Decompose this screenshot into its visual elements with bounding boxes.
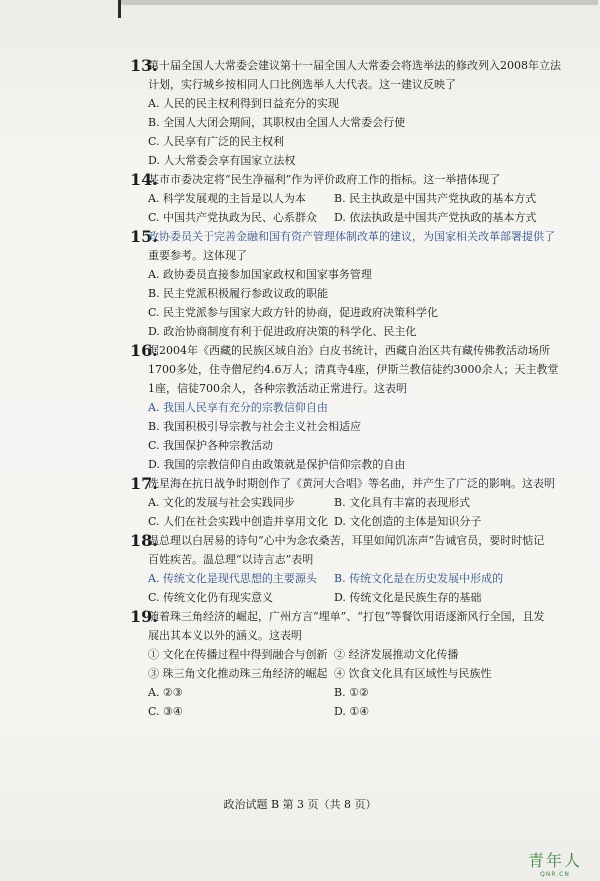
option-d: D. 政治协商制度有利于促进政府决策的科学化、民主化	[148, 325, 417, 338]
watermark-text: 青年人	[527, 851, 582, 870]
option-d: D. 我国的宗教信仰自由政策就是保护信仰宗教的自由	[148, 458, 406, 471]
question-number: 15.	[130, 227, 158, 246]
question-number: 16.	[130, 341, 158, 360]
page-top-edge	[118, 0, 598, 5]
question-stem-line: 计划，实行城乡按相同人口比例选举人大代表。这一建议反映了	[148, 78, 456, 91]
question-stem-line: 1700多处，住寺僧尼约4.6万人；清真寺4座，伊斯兰教信徒约3000余人；天主教堂	[148, 363, 559, 376]
option-b: B. 文化具有丰富的表现形式	[334, 496, 471, 509]
option-c: C. 中国共产党执政为民、心系群众	[148, 211, 318, 224]
page-corner-mark	[118, 0, 121, 18]
option-d: D. 人大常委会享有国家立法权	[148, 154, 296, 167]
option-b: B. 传统文化是在历史发展中形成的	[334, 572, 504, 585]
question-stem-line: 某市市委决定将“民生净福利”作为评价政府工作的指标。这一举措体现了	[148, 173, 501, 186]
question-19	[130, 607, 560, 721]
watermark-domain: QNR.CN	[540, 871, 570, 878]
question-number: 17.	[130, 474, 158, 493]
option-c: C. ③④	[148, 705, 183, 718]
question-stem-line: 温总理以白居易的诗句“心中为念农桑苦，耳里如闻饥冻声”告诫官员，要时时惦记	[148, 534, 545, 547]
question-13	[130, 56, 560, 170]
option-a: A. 人民的民主权利得到日益充分的实现	[148, 97, 339, 110]
question-stem-line: 冼星海在抗日战争时期创作了《黄河大合唱》等名曲，并产生了广泛的影响。这表明	[148, 477, 555, 490]
statement-2: ② 经济发展推动文化传播	[334, 648, 459, 661]
statement-3: ③ 珠三角文化推动珠三角经济的崛起	[148, 667, 328, 680]
option-b: B. ①②	[334, 686, 369, 699]
option-a: A. ②③	[148, 686, 183, 699]
question-stem-line: 百姓疾苦。温总理“以诗言志”表明	[148, 553, 314, 566]
option-c: C. 民主党派参与国家大政方针的协商，促进政府决策科学化	[148, 306, 439, 319]
option-b: B. 民主党派积极履行参政议政的职能	[148, 287, 329, 300]
question-list	[130, 56, 560, 721]
option-b: B. 民主执政是中国共产党执政的基本方式	[334, 192, 537, 205]
option-b: B. 我国积极引导宗教与社会主义社会相适应	[148, 420, 362, 433]
option-c: C. 人们在社会实践中创造并享用文化	[148, 515, 329, 528]
question-16	[130, 341, 560, 474]
question-stem-line: 重要参考。这体现了	[148, 249, 247, 262]
question-14	[130, 170, 560, 227]
question-number: 14.	[130, 170, 158, 189]
option-d: D. 文化创造的主体是知识分子	[334, 515, 482, 528]
question-stem-line: 政协委员关于完善金融和国有资产管理体制改革的建议，为国家相关改革部署提供了	[148, 230, 555, 243]
question-number: 13.	[130, 56, 158, 75]
option-b: B. 全国人大闭会期间，其职权由全国人大常委会行使	[148, 116, 406, 129]
option-a: A. 科学发展观的主旨是以人为本	[148, 192, 306, 205]
statement-1: ① 文化在传播过程中得到融合与创新	[148, 648, 328, 661]
option-d: D. ①④	[334, 705, 370, 718]
question-17	[130, 474, 560, 531]
question-stem-line: 1座，信徒700余人，各种宗教活动正常进行。这表明	[148, 382, 407, 395]
option-c: C. 传统文化仍有现实意义	[148, 591, 274, 604]
option-c: C. 人民享有广泛的民主权利	[148, 135, 285, 148]
page-footer: 政治试题 B 第 3 页（共 8 页）	[223, 798, 377, 811]
question-stem-line: 据2004年《西藏的民族区域自治》白皮书统计，西藏自治区共有藏传佛教活动场所	[148, 344, 550, 357]
site-watermark	[528, 848, 582, 878]
question-stem-line: 随着珠三角经济的崛起，广州方言“埋单”、“打包”等餐饮用语逐渐风行全国，且发	[148, 610, 545, 623]
question-15	[130, 227, 560, 341]
question-number: 19.	[130, 607, 158, 626]
option-c: C. 我国保护各种宗教活动	[148, 439, 274, 452]
option-a: A. 政协委员直接参加国家政权和国家事务管理	[148, 268, 372, 281]
question-18	[130, 531, 560, 607]
option-d: D. 传统文化是民族生存的基础	[334, 591, 482, 604]
option-a: A. 我国人民享有充分的宗教信仰自由	[148, 401, 328, 414]
option-d: D. 依法执政是中国共产党执政的基本方式	[334, 211, 537, 224]
option-a: A. 文化的发展与社会实践同步	[148, 496, 295, 509]
question-stem-line: 第十届全国人大常委会建议第十一届全国人大常委会将选举法的修改列入2008年立法	[148, 59, 561, 72]
option-a: A. 传统文化是现代思想的主要源头	[148, 572, 317, 585]
question-number: 18.	[130, 531, 158, 550]
question-stem-line: 展出其本义以外的涵义。这表明	[148, 629, 302, 642]
statement-4: ④ 饮食文化具有区域性与民族性	[334, 667, 492, 680]
